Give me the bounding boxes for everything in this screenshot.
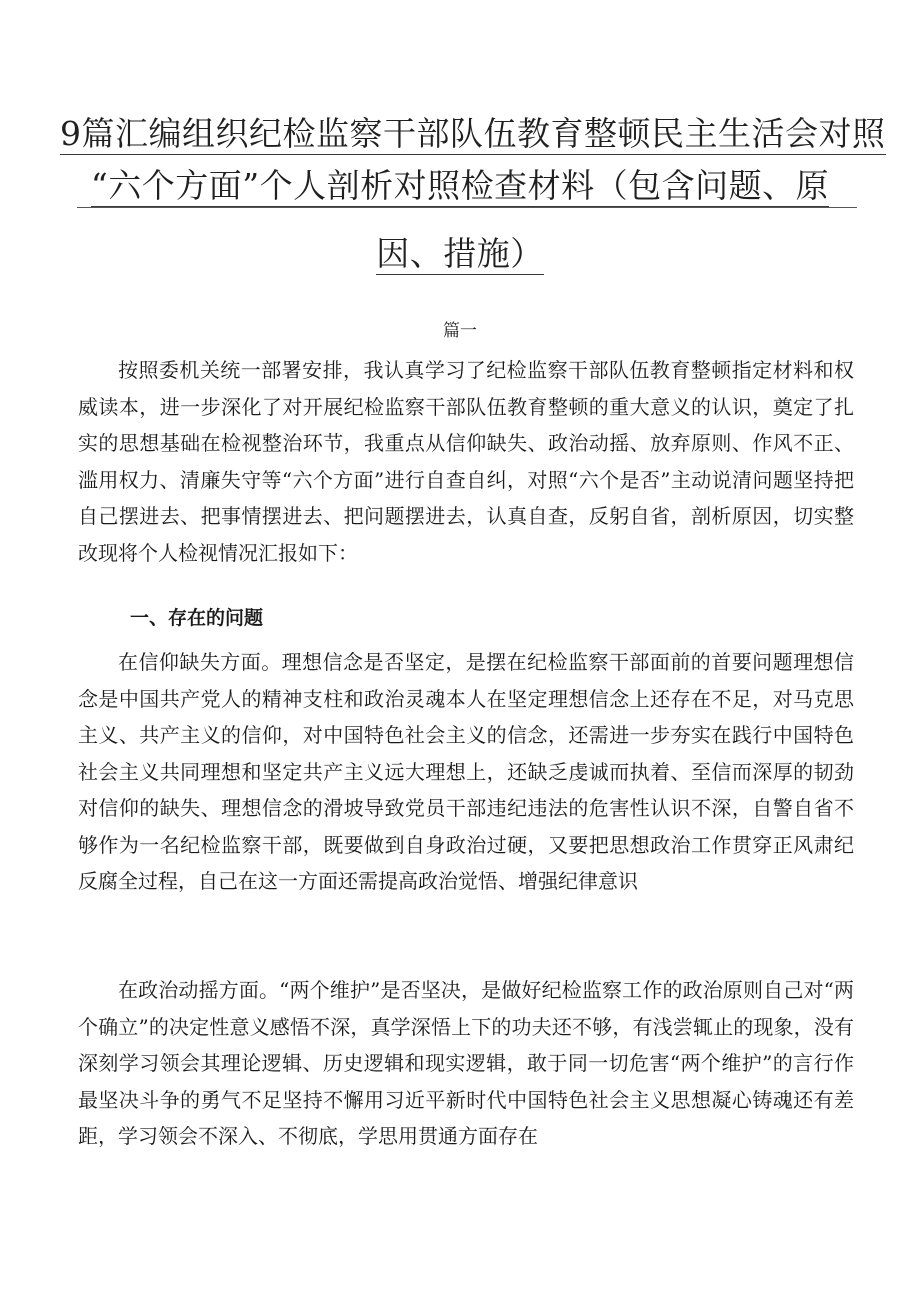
title-line-3: 因、措施） xyxy=(376,234,544,273)
title-line-1: 9篇汇编组织纪检监察干部队伍教育整顿民主生活会对照 xyxy=(60,114,886,153)
intro-paragraph: 按照委机关统一部署安排，我认真学习了纪检监察干部队伍教育整顿指定材料和权威读本，进一步深化了对开展纪检监察干部队伍教育整顿的重大意义的认识，奠定了扎实的思想基础在检视整治环节，我重点从信仰缺失、政治动摇、放弃原则、作风不正、滥用权力、清廉失守等“六个方面”进行自查自纠，对照“六个是否”主动说清问题坚持把自己摆进去、把事情摆进去、把问题摆进去，认真自查，反躬自省，剖析原因，切实整改现将个人检视情况汇报如下： xyxy=(78,358,854,565)
section-heading: 一、存在的问题 xyxy=(130,607,264,629)
politics-paragraph: 在政治动摇方面。“两个维护”是否坚决，是做好纪检监察工作的政治原则自己对“两个确立”的决定性意义感悟不深，真学深悟上下的功夫还不够，有浅尝辄止的现象，没有深刻学习领会其理论逻辑、历史逻辑和现实逻辑，敢于同一切危害“两个维护”的言行作最坚决斗争的勇气不足坚持不懈用习近平新时代中国特色社会主义思想凝心铸魂还有差距，学习领会不深入、不彻底，学思用贯通方面存在 xyxy=(78,978,854,1148)
title-divider xyxy=(77,207,857,208)
section-label: 篇一 xyxy=(443,321,477,341)
document-title xyxy=(60,108,886,280)
title-line-2: “六个方面”个人剖析对照检查材料（包含问题、原 xyxy=(90,166,830,205)
belief-paragraph: 在信仰缺失方面。理想信念是否坚定，是摆在纪检监察干部面前的首要问题理想信念是中国共产党人的精神支柱和政治灵魂本人在坚定理想信念上还存在不足，对马克思主义、共产主义的信仰，对中国特色社会主义的信念，还需进一步夯实在践行中国特色社会主义共同理想和坚定共产主义远大理想上，还缺乏虔诚而执着、至信而深厚的韧劲对信仰的缺失、理想信念的滑坡导致党员干部违纪违法的危害性认识不深，自警自省不够作为一名纪检监察干部，既要做到自身政治过硬，又要把思想政治工作贯穿正风肃纪反腐全过程，自己在这一方面还需提高政治觉悟、增强纪律意识 xyxy=(78,650,854,893)
